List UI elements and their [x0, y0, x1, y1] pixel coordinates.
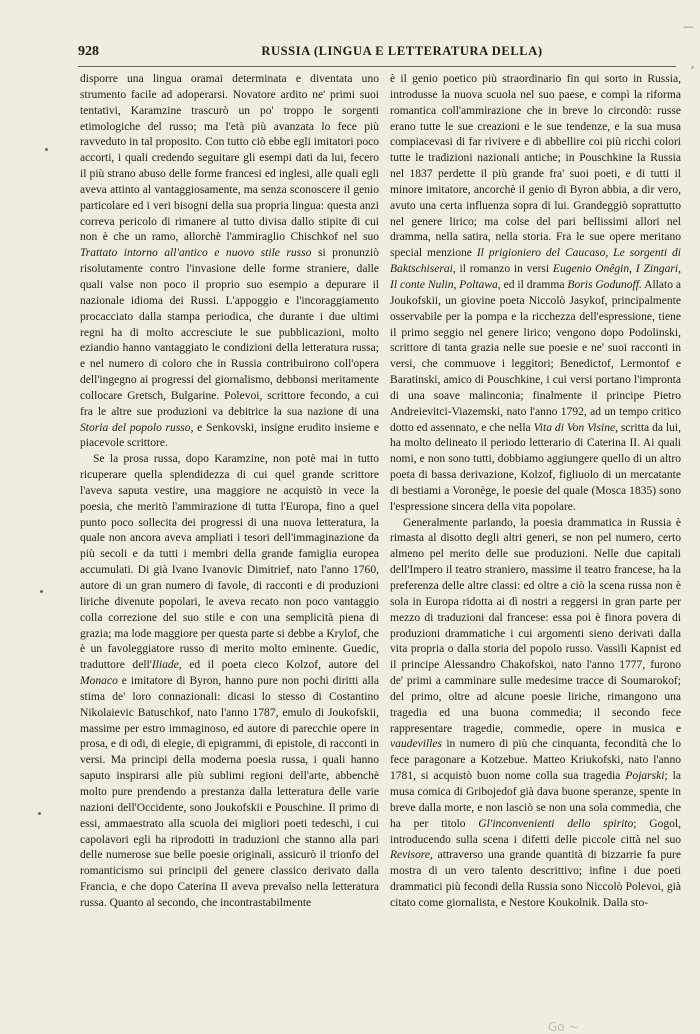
book-title: Pojarski — [625, 770, 665, 783]
text-run: e imitatore di Byron, hanno pure non pochi diritti alla stima de' loro connazionali: dicasi lo stesso di Costantino Nikolaievic Batuschkof, nato l'anno 1787, emulo di Joukofskii, massime per estro immaginoso, ed autore di parecchie opere in prosa, e di odi, di elegie, di epigrammi, di epistole, di racconti in versi. Ma principi della moderna poesia russa, i quali hanno saputo inspirarsi alle più sublimi regioni dell'arte, abbenchè molto pure prendendo a prestanza dalla letteratura delle varie nazioni dell'Occidente, sono Joukofskii e Pouschine. Il primo di essi, ammaestrato alla scuola dei migliori poeti tedeschi, i cui capolavori egli ha riprodotti in traduzioni che stanno alla pari delle numerose sue belle poesie originali, assicurò il trionfo del romanticismo sui principii del genere classico derivato dalla Francia, e che dopo Caterina II aveva prevalso nella letteratura russa. Quanto al secondo, che incontrastabilmente — [80, 675, 379, 909]
text-run: Allato a Joukofskii, un giovine poeta Niccolò Jasykof, principalmente osservabile per la pompa e la ricchezza dell'espressione, tiene il primo seggio nel genere lirico; vengono dopo Podolinski, scrittore di tanta grazia nelle sue poesie e ne' suoi racconti in versi, che commuove i leggitori; Benedictof, Lermontof e Baratinski, amico di Pouschkine, i cui versi portano l'impronta di una soave malinconia; finalmente il principe Pietro Andreievitci-Viazemski, nato l'anno 1792, ad un tempo critico dotto ed assennato, e che nella — [390, 278, 681, 434]
paragraph — [390, 516, 681, 912]
book-title: Vita di Von Visine, — [533, 421, 618, 434]
text-run: attraverso una grande quantità di bizzarrie fa pure mostra di un vero talento descrittivo; infine i due poeti drammatici più fecondi della Russia sono Niccolò Polevoi, già citato come giornalista, e Nestore Koukolnik. Dalla sto- — [390, 849, 681, 909]
text-run: ed il dramma — [500, 278, 568, 291]
text-run: e Senkovski, insigne erudito insieme e piacevole scrittore. — [80, 421, 379, 450]
text-run: disporre una lingua oramai determinata e diventata uno strumento facile ad adoperarsi. Novatore ardito ne' primi suoi tentativi, Karamzine trascurò un po' troppo le sorgenti etimologiche del russo; ma l'età più avanzata lo fece più ravveduto in tal proposito. Con tutto ciò ebbe egli imitatori poco accorti, i quali credendo seguitare gli esempi dati da lui, fecero il più strano abuso delle forme francesi ed inglesi, alle quali egli aveva attinto al vantaggiosamente, ma senza sconoscere il genio particolare ed i veri bisogni della sua propria lingua: questa anzi correva pericolo di rimanere al tutto divisa dallo stipite di cui non è che un ramo, allorchè l'ammiraglio Chischkof nel suo — [80, 73, 379, 244]
running-header — [78, 44, 676, 67]
book-title: Boris Godunoff. — [567, 278, 642, 291]
text-run: ; Gogol, introducendo sulla scena i difetti delle piccole città nel suo — [390, 817, 681, 846]
scan-watermark: Go ~ — [548, 1020, 579, 1034]
book-title: Revisore, — [390, 849, 433, 862]
text-run: il romanzo in versi — [455, 263, 553, 276]
book-title: Trattato intorno all'antico e nuovo stile russo — [80, 247, 312, 260]
text-run: ed il poeta cieco Kolzof, autore del — [181, 659, 379, 672]
book-title: Storia del popolo russo, — [80, 421, 194, 434]
paragraph — [80, 452, 379, 911]
text-run: è il genio poetico più straordinario fin qui sorto in Russia, introdusse la nuova scuola nel suo paese, e compì la riforma romantica coll'ammirazione che in breve lo circondò: russe erano tutte le sue creazioni e le sue tendenze, e la sua musa compiacevasi di far rivivere e di abbellire coi più ricchi colori tutte le tradizioni nazionali antiche; in Pouschkine la Russia nel 1837 perdette il più grande fra' suoi poeti, e di tutti il minore imitatore, ancorchè il genio di Byron abbia, a dir vero, avuto una certa influenza sopra di lui. Grandeggiò soprattutto nel genere lirico; ma colse del pari bellissimi allori nel dramma, nella satira, nella storia. Fra le sue opere meritano special menzione — [390, 73, 681, 260]
page-number: 928 — [78, 44, 99, 59]
text-run: Generalmente parlando, la poesia drammatica in Russia è rimasta al disotto degli altri generi, se non pel numero, certo almeno pel merito delle sue produzioni. Nelle due capitali dell'Impero il teatro straniero, massime il teatro francese, ha la preferenza delle altre classi: ed oltre a ciò la scena russa non è sola in Europa ridotta ai dì nostri a reggersi in gran parte per mezzo di traduzioni dal francese: essa poi è finora povera di produzioni drammatiche i cui argomenti sieno derivati dalla vita propria o dalla storia del popolo russo. Vassili Kapnist ed il principe Alessandro Chakofskoi, nato l'anno 1777, furono de' primi a camminare sulle medesime tracce di Soumarokof; del primo, oltre ad alcune poesie liriche, rimangono una tragedia ed una buona commedia; il secondo fece rappresentare tragedie, commedie, opere in musica e — [390, 516, 681, 735]
paragraph — [80, 72, 379, 452]
left-column — [80, 72, 379, 1022]
page-title: RUSSIA (LINGUA E LETTERATURA DELLA) — [261, 44, 543, 58]
margin-mark: — — [683, 20, 694, 33]
text-run: in numero di più che cinquanta, fecondità che lo fece paragonare a Kotzebue. Matteo Kriukofski, nato l'anno 1781, si acquistò buon nome colla sua tragedia — [390, 738, 681, 783]
paragraph — [390, 72, 681, 516]
ink-speck — [40, 590, 43, 593]
ink-speck — [38, 812, 41, 815]
text-run: si pronunziò risolutamente contro l'invasione delle forme straniere, dalle quali valse non poco il proprio suo esempio a depurare il nazionale idioma dei Russi. L'appoggio e l'incoraggiamento procacciato dalla stampa periodica, che durante i due ultimi regni ha di molto accresciute le sue pubblicazioni, molto eziandio hanno vantaggiato le condizioni della letteratura russa; e nel numero di coloro che in Russia contribuirono coll'opera dell'ingegno ai progressi del giornalismo, debbonsi meritamente collocare Gretsch, Bulgarine. Polevoi, scrittore fecondo, a cui fra le altre sue produzioni va debitrice la sua nazione di una — [80, 247, 379, 418]
book-title: Eugenio Onêgin, I Zingari, Il conte Nulin, Poltawa, — [390, 263, 681, 291]
book-title: Gl'inconvenienti dello spirito — [478, 817, 634, 830]
right-column — [390, 72, 681, 1022]
margin-mark: ⸗ — [691, 63, 694, 73]
text-run: Se la prosa russa, dopo Karamzine, non potè mai in tutto ricuperare quella splendidezza di cui quel grande scrittore l'aveva saputa vestire, una maggiore ne acquistò in vece la poesia, che meritò l'ammirazione di tutta l'Europa, fino a quel punto poco sollecita dei progressi di una nuova letteratura, la quale non ancora aveva ampliati i tesori dell'immaginazione da più secoli e da tutti i membri della grande famiglia europea accumulati. Di già Ivano Ivanovic Dimitrief, nato l'anno 1760, autore di un gran numero di favole, di racconti e di produzioni liriche divenute popolari, le aveva recato non poco vantaggio colla correzione del suo stile e con una semplicità piena di grazia; ma lode maggiore per questa parte si debbe a Krylof, che è un favoleggiatore russo di merito molto eminente. Guedic, traduttore dell' — [80, 453, 379, 672]
book-title: Il prigioniero del Caucaso, Le sorgenti di Baktschiserai, — [390, 247, 681, 276]
text-run: ; la musa comica di Gribojedof già dava buone speranze, spente in breve dalla morte, e non lasciò se non una sola commedia, che ha per titolo — [390, 770, 681, 830]
ink-speck — [45, 148, 48, 151]
book-title: Monaco — [80, 675, 118, 688]
text-run: scritta da lui, ha molto delineato il periodo letterario di Caterina II. Ai quali nomi, e non sono tutti, dobbiamo aggiungere quello di un altro poeta di bassa derivazione, Kolzof, figliuolo di un mercatante di bestiami a Voronège, le poesie del quale (Mosca 1835) sono l'espressione sincera della vita popolare. — [390, 421, 681, 513]
book-title: vaudevilles — [390, 738, 442, 751]
book-title: Iliade, — [151, 659, 182, 672]
